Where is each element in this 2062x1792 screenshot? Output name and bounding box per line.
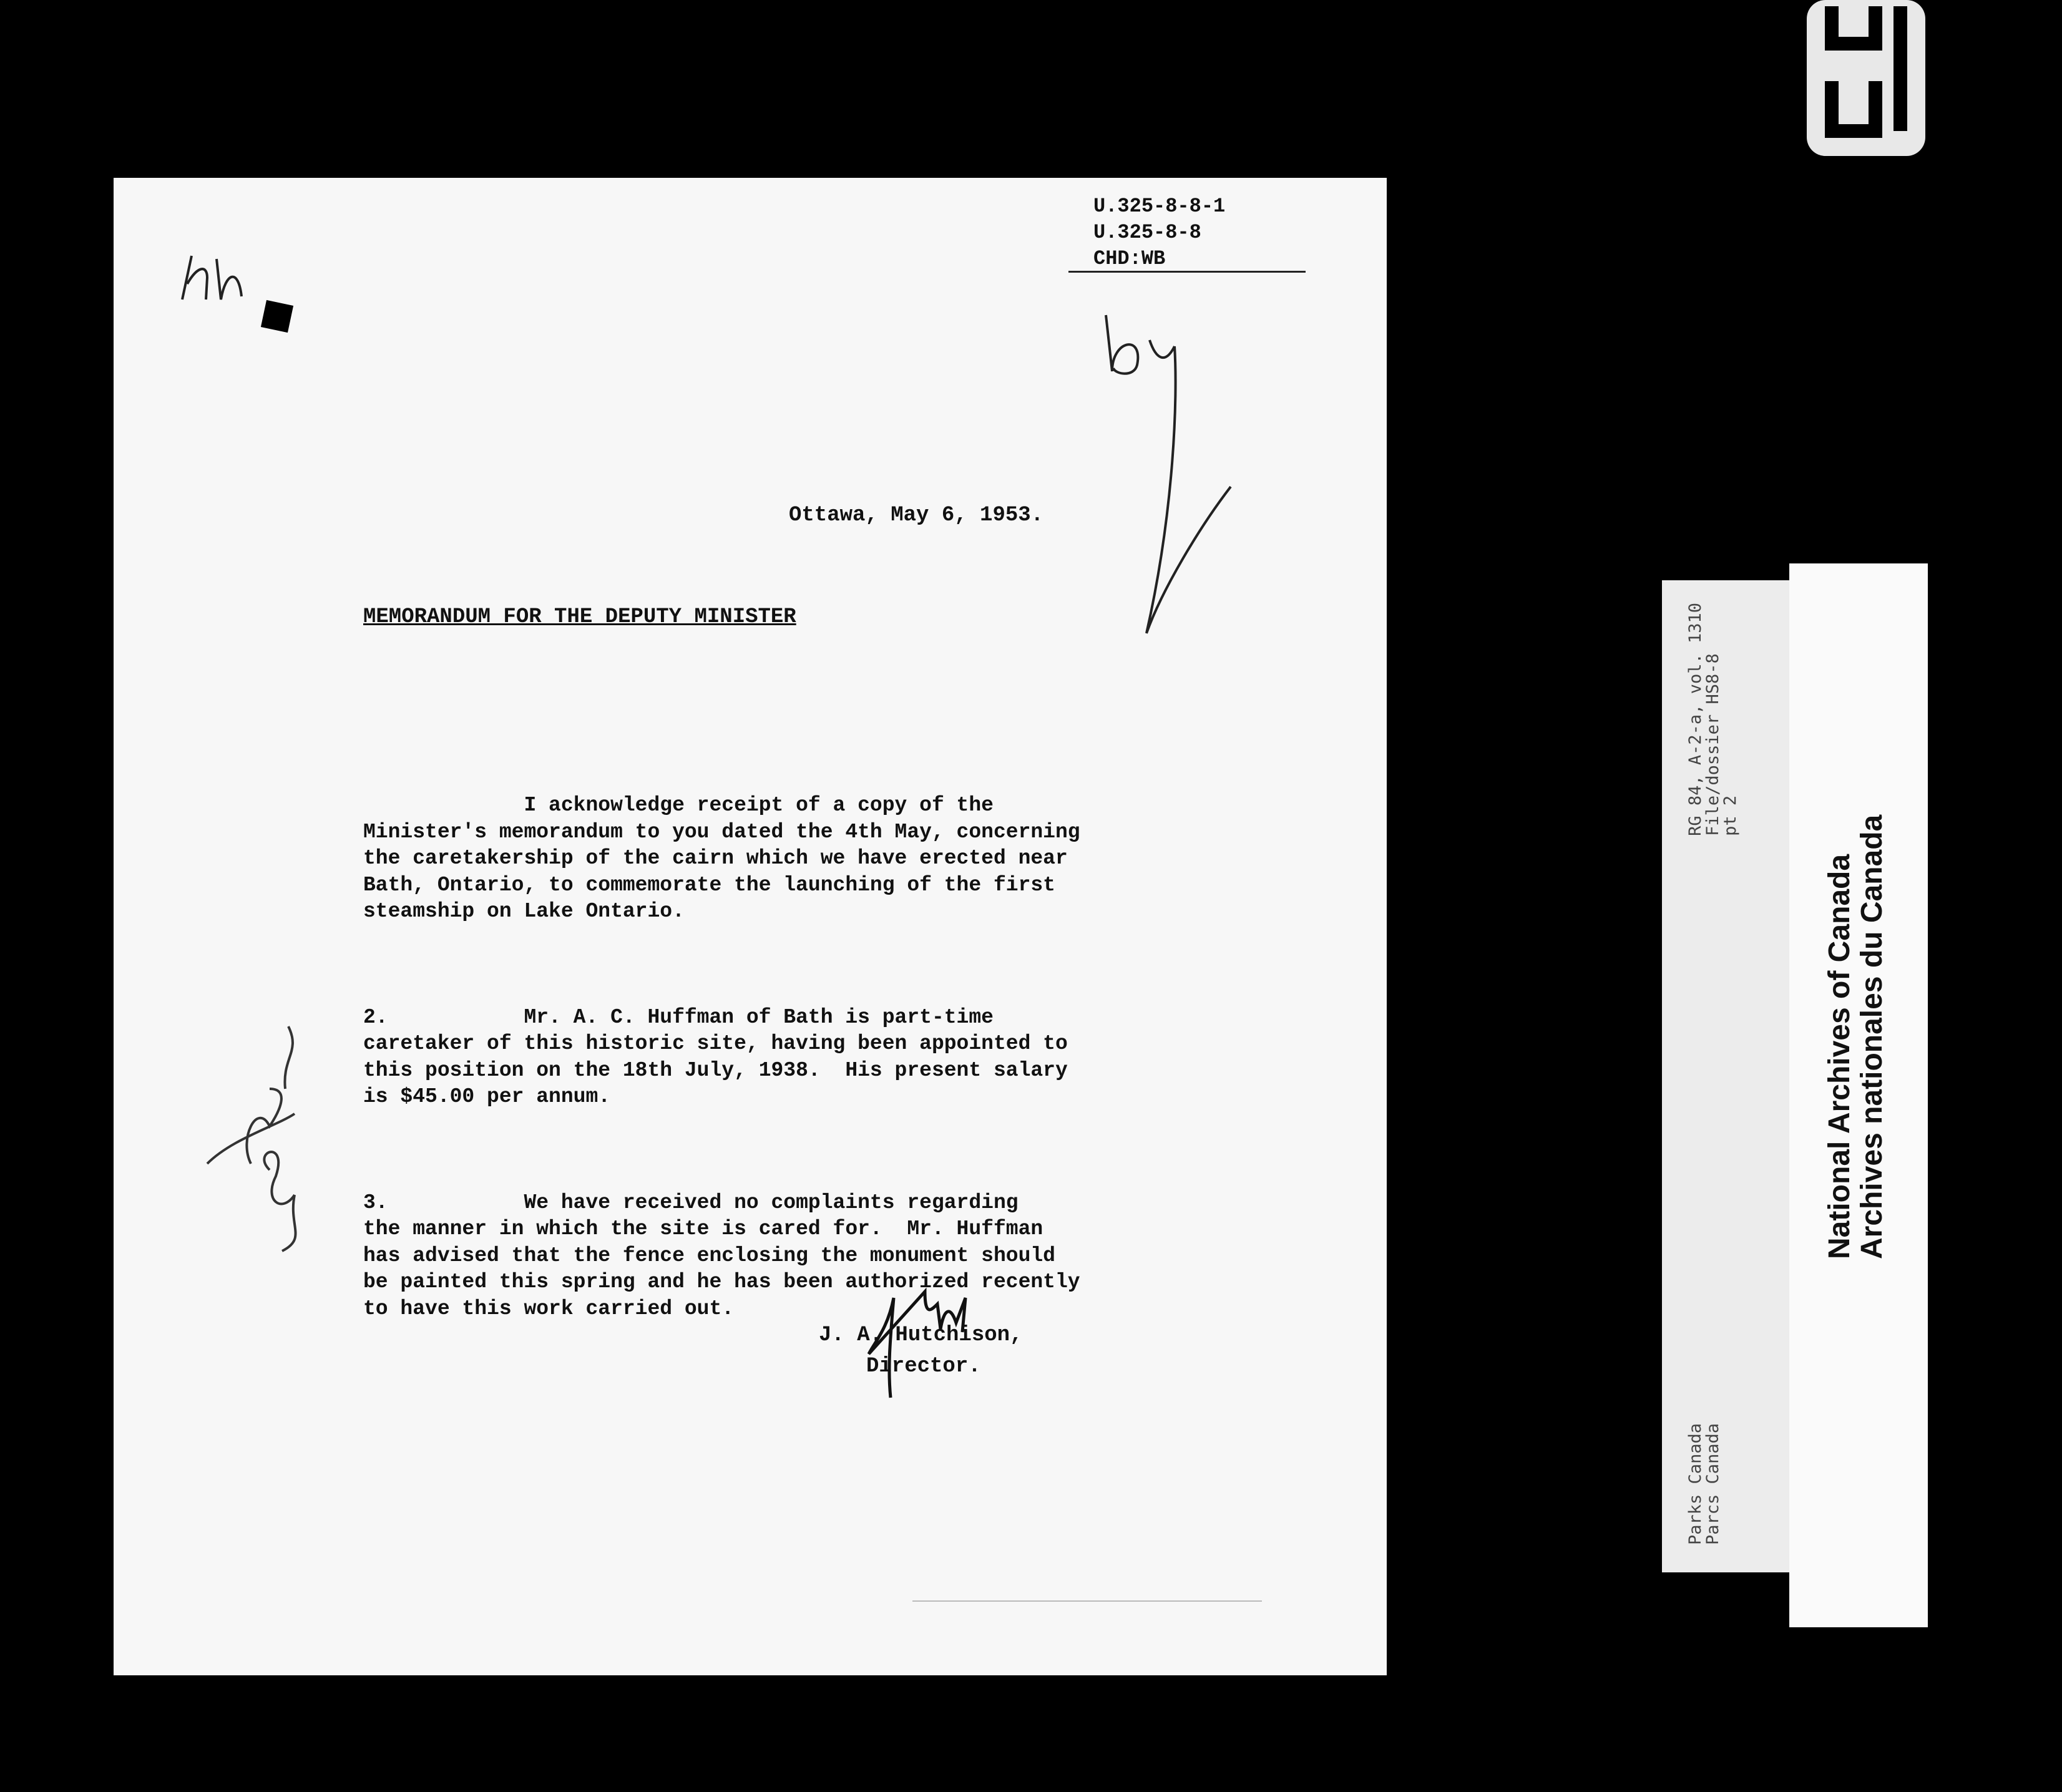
paragraph-2: 2. Mr. A. C. Huffman of Bath is part-time caretaker of this historic site, having been appointed to this position on the 18th July, 1938. His present salary is $45.00 per annum. (363, 1005, 1068, 1108)
signatory-title: Director. (866, 1355, 981, 1378)
paragraph-1: I acknowledge receipt of a copy of the Minister's memorandum to you dated the 4th May, concerning the caretakership of the cairn which we have erected near Bath, Ontario, to commemorate the launching of the first steamship on Lake Ontario. (363, 794, 1080, 923)
faint-line (912, 1600, 1262, 1602)
handwritten-initials-by (1087, 303, 1243, 696)
memo-heading: MEMORANDUM FOR THE DEPUTY MINISTER (363, 605, 796, 629)
file-ref-2: U.325-8-8 (1093, 221, 1201, 244)
memo-body (363, 739, 1262, 1401)
film-reel-edge (1807, 0, 1925, 162)
national-archives-label (1789, 563, 1928, 1627)
file-ref-1: U.325-8-8-1 (1093, 195, 1226, 218)
file-ref-initials: CHD:WB (1093, 247, 1166, 270)
document-page (114, 178, 1387, 1675)
signatory-name: J. A. Hutchison, (819, 1323, 1023, 1347)
archive-reference-label (1662, 580, 1793, 1572)
record-group-reference: RG 84, A-2-a, vol. 1310 File/dossier HS8-8 pt 2 (1686, 603, 1740, 836)
punch-mark (261, 300, 293, 333)
national-archives-title: National Archives of Canada Archives nationales du Canada (1823, 814, 1889, 1259)
date-line: Ottawa, May 6, 1953. (789, 504, 1044, 527)
handwritten-initials-top-left (164, 240, 263, 315)
parks-canada-label: Parks Canada Parcs Canada (1686, 1423, 1722, 1545)
handwritten-margin-note (195, 902, 320, 1276)
file-ref-rule (1068, 271, 1306, 273)
handwritten-signature (831, 1273, 1006, 1410)
paragraph-3: 3. We have received no complaints regarding the manner in which the site is cared for. Mr. Huffman has advised that the fence enclosing the monument should be painted this spring and he has been authorized recently to have this work carried out. (363, 1191, 1080, 1320)
file-references (1093, 193, 1225, 272)
